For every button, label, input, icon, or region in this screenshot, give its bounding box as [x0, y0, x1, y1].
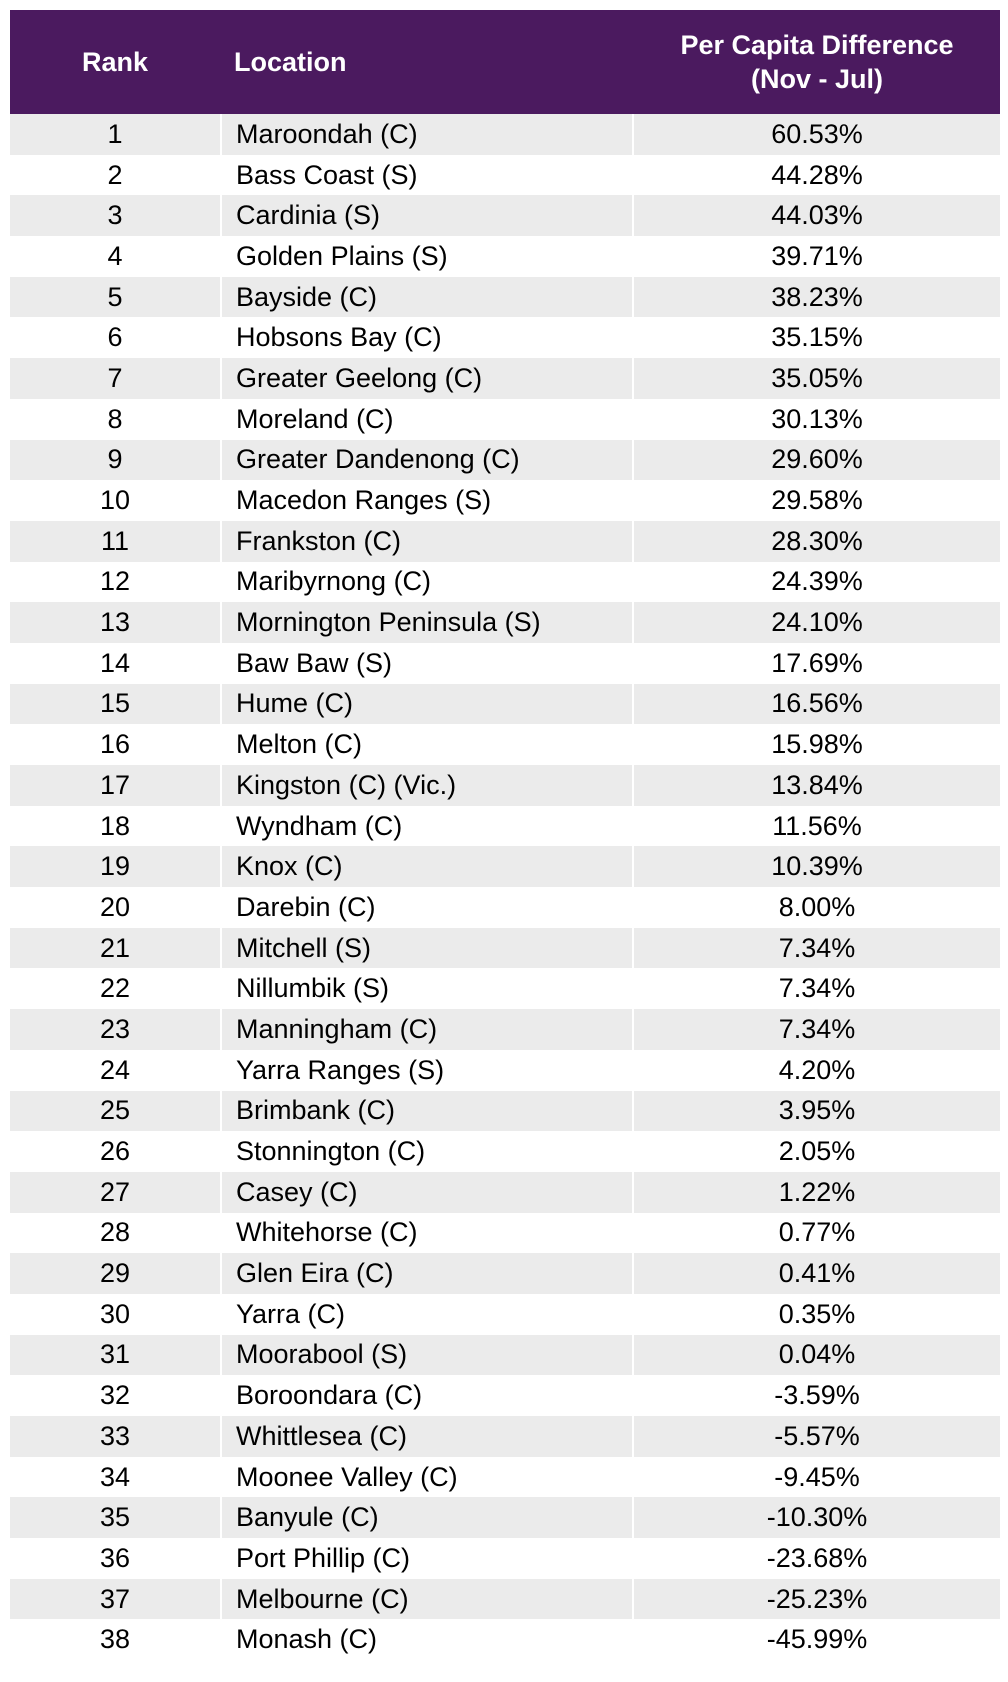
location-cell: Knox (C) — [220, 846, 634, 887]
table-row — [10, 968, 1000, 1009]
location-cell: Casey (C) — [220, 1172, 634, 1213]
table-row — [10, 928, 1000, 969]
rank-cell: 1 — [107, 118, 123, 149]
location-cell: Moreland (C) — [220, 399, 634, 440]
value-cell: 7.34% — [778, 1013, 856, 1044]
table-row — [10, 440, 1000, 481]
table-row — [10, 1416, 1000, 1457]
rank-cell: 38 — [99, 1624, 131, 1655]
table-row — [10, 602, 1000, 643]
table-row — [10, 358, 1000, 399]
value-cell: -5.57% — [774, 1420, 860, 1451]
value-cell: 35.15% — [771, 322, 863, 353]
rank-cell: 36 — [99, 1542, 131, 1573]
location-cell: Golden Plains (S) — [220, 236, 634, 277]
rank-cell: 4 — [107, 240, 123, 271]
location-cell: Cardinia (S) — [220, 195, 634, 236]
location-cell: Bass Coast (S) — [220, 155, 634, 196]
value-cell: -3.59% — [774, 1380, 860, 1411]
rank-cell: 32 — [99, 1380, 131, 1411]
table-row — [10, 1457, 1000, 1498]
location-cell: Wyndham (C) — [220, 806, 634, 847]
location-cell: Brimbank (C) — [220, 1091, 634, 1132]
header-location: Location — [234, 47, 347, 77]
table-row — [10, 684, 1000, 725]
location-cell: Bayside (C) — [220, 277, 634, 318]
value-cell: 4.20% — [778, 1054, 856, 1085]
header-value — [634, 10, 1000, 114]
value-cell: 15.98% — [771, 729, 863, 760]
value-cell: 17.69% — [771, 647, 863, 678]
table-row — [10, 1091, 1000, 1132]
rank-cell: 6 — [107, 322, 123, 353]
table-row — [10, 1009, 1000, 1050]
table-row — [10, 846, 1000, 887]
location-cell: Greater Geelong (C) — [220, 358, 634, 399]
value-cell: 38.23% — [771, 281, 863, 312]
rank-cell: 8 — [107, 403, 123, 434]
value-cell: 24.10% — [771, 607, 863, 638]
value-cell: -10.30% — [766, 1502, 868, 1533]
rank-cell: 21 — [99, 932, 131, 963]
table-row — [10, 887, 1000, 928]
rank-cell: 2 — [107, 159, 123, 190]
value-cell: 16.56% — [771, 688, 863, 719]
rank-cell: 7 — [107, 362, 123, 393]
table-row — [10, 277, 1000, 318]
rank-cell: 29 — [99, 1258, 131, 1289]
location-cell: Kingston (C) (Vic.) — [220, 765, 634, 806]
rank-cell: 25 — [99, 1095, 131, 1126]
rank-cell: 19 — [99, 851, 131, 882]
table-row — [10, 724, 1000, 765]
table-row — [10, 806, 1000, 847]
location-cell: Frankston (C) — [220, 521, 634, 562]
location-cell: Manningham (C) — [220, 1009, 634, 1050]
location-cell: Melbourne (C) — [220, 1579, 634, 1620]
table-row — [10, 521, 1000, 562]
value-cell: 29.60% — [771, 444, 863, 475]
rank-cell: 30 — [99, 1298, 131, 1329]
value-cell: 29.58% — [771, 485, 863, 516]
table-row — [10, 114, 1000, 155]
value-cell: 60.53% — [771, 118, 863, 149]
rank-cell: 12 — [99, 566, 131, 597]
value-cell: 8.00% — [778, 891, 856, 922]
rank-cell: 5 — [107, 281, 123, 312]
value-cell: 0.35% — [778, 1298, 856, 1329]
location-cell: Hobsons Bay (C) — [220, 317, 634, 358]
rank-cell: 22 — [99, 973, 131, 1004]
location-cell: Hume (C) — [220, 684, 634, 725]
location-cell: Banyule (C) — [220, 1497, 634, 1538]
location-cell: Port Phillip (C) — [220, 1538, 634, 1579]
value-cell: 1.22% — [778, 1176, 856, 1207]
table-row — [10, 236, 1000, 277]
location-cell: Melton (C) — [220, 724, 634, 765]
value-cell: 44.03% — [771, 200, 863, 231]
location-cell: Greater Dandenong (C) — [220, 440, 634, 481]
table-header — [10, 10, 1000, 114]
table-row — [10, 317, 1000, 358]
table-row — [10, 1335, 1000, 1376]
table-row — [10, 480, 1000, 521]
table-row — [10, 1213, 1000, 1254]
table-row — [10, 562, 1000, 603]
value-cell: -25.23% — [766, 1583, 868, 1614]
location-cell: Darebin (C) — [220, 887, 634, 928]
location-cell: Boroondara (C) — [220, 1375, 634, 1416]
header-rank: Rank — [81, 47, 149, 77]
table-row — [10, 1050, 1000, 1091]
rank-cell: 15 — [99, 688, 131, 719]
rank-cell: 10 — [99, 485, 131, 516]
table-row — [10, 1294, 1000, 1335]
value-cell: 28.30% — [771, 525, 863, 556]
rank-cell: 35 — [99, 1502, 131, 1533]
location-cell: Yarra Ranges (S) — [220, 1050, 634, 1091]
location-cell: Glen Eira (C) — [220, 1253, 634, 1294]
location-cell: Mitchell (S) — [220, 928, 634, 969]
location-cell: Moonee Valley (C) — [220, 1457, 634, 1498]
rank-cell: 37 — [99, 1583, 131, 1614]
value-cell: 7.34% — [778, 973, 856, 1004]
table-row — [10, 399, 1000, 440]
location-cell: Maribyrnong (C) — [220, 562, 634, 603]
rank-cell: 31 — [99, 1339, 131, 1370]
rank-cell: 13 — [99, 607, 131, 638]
rank-cell: 11 — [100, 525, 130, 556]
header-value-line1: Per Capita Difference — [680, 30, 954, 60]
rank-cell: 24 — [99, 1054, 131, 1085]
table-row — [10, 1579, 1000, 1620]
location-cell: Baw Baw (S) — [220, 643, 634, 684]
table-row — [10, 195, 1000, 236]
location-cell: Yarra (C) — [220, 1294, 634, 1335]
rank-cell: 16 — [99, 729, 131, 760]
value-cell: 35.05% — [771, 362, 863, 393]
location-cell: Nillumbik (S) — [220, 968, 634, 1009]
location-cell: Stonnington (C) — [220, 1131, 634, 1172]
table-row — [10, 765, 1000, 806]
table-row — [10, 643, 1000, 684]
value-cell: -23.68% — [766, 1542, 868, 1573]
rank-cell: 34 — [99, 1461, 131, 1492]
table-row — [10, 1497, 1000, 1538]
rank-cell: 23 — [99, 1013, 131, 1044]
table-row — [10, 1538, 1000, 1579]
value-cell: 0.04% — [778, 1339, 856, 1370]
value-cell: 2.05% — [778, 1136, 856, 1167]
location-cell: Whittlesea (C) — [220, 1416, 634, 1457]
location-cell: Monash (C) — [220, 1619, 634, 1660]
table-row — [10, 1253, 1000, 1294]
location-cell: Macedon Ranges (S) — [220, 480, 634, 521]
value-cell: 39.71% — [771, 240, 863, 271]
header-value-line2: (Nov - Jul) — [750, 64, 883, 94]
rank-cell: 18 — [99, 810, 131, 841]
table-row — [10, 1375, 1000, 1416]
value-cell: 0.41% — [778, 1258, 856, 1289]
value-cell: 7.34% — [778, 932, 856, 963]
table-row — [10, 1619, 1000, 1660]
value-cell: 11.56% — [772, 810, 862, 841]
rank-cell: 20 — [99, 891, 131, 922]
value-cell: 30.13% — [771, 403, 863, 434]
rank-cell: 9 — [107, 444, 123, 475]
rank-cell: 14 — [99, 647, 131, 678]
value-cell: 10.39% — [771, 851, 863, 882]
rank-cell: 33 — [99, 1420, 131, 1451]
value-cell: -45.99% — [766, 1624, 868, 1655]
location-cell: Maroondah (C) — [220, 114, 634, 155]
rank-cell: 17 — [99, 769, 131, 800]
value-cell: -9.45% — [774, 1461, 860, 1492]
ranking-table — [10, 10, 1000, 1660]
value-cell: 0.77% — [778, 1217, 856, 1248]
value-cell: 24.39% — [771, 566, 863, 597]
value-cell: 13.84% — [771, 769, 863, 800]
table-row — [10, 1172, 1000, 1213]
location-cell: Mornington Peninsula (S) — [220, 602, 634, 643]
value-cell: 3.95% — [778, 1095, 856, 1126]
table-body — [10, 114, 1000, 1660]
rank-cell: 26 — [99, 1136, 131, 1167]
table-row — [10, 1131, 1000, 1172]
table-row — [10, 155, 1000, 196]
location-cell: Whitehorse (C) — [220, 1213, 634, 1254]
location-cell: Moorabool (S) — [220, 1335, 634, 1376]
value-cell: 44.28% — [771, 159, 863, 190]
rank-cell: 27 — [99, 1176, 131, 1207]
rank-cell: 28 — [99, 1217, 131, 1248]
rank-cell: 3 — [107, 200, 123, 231]
